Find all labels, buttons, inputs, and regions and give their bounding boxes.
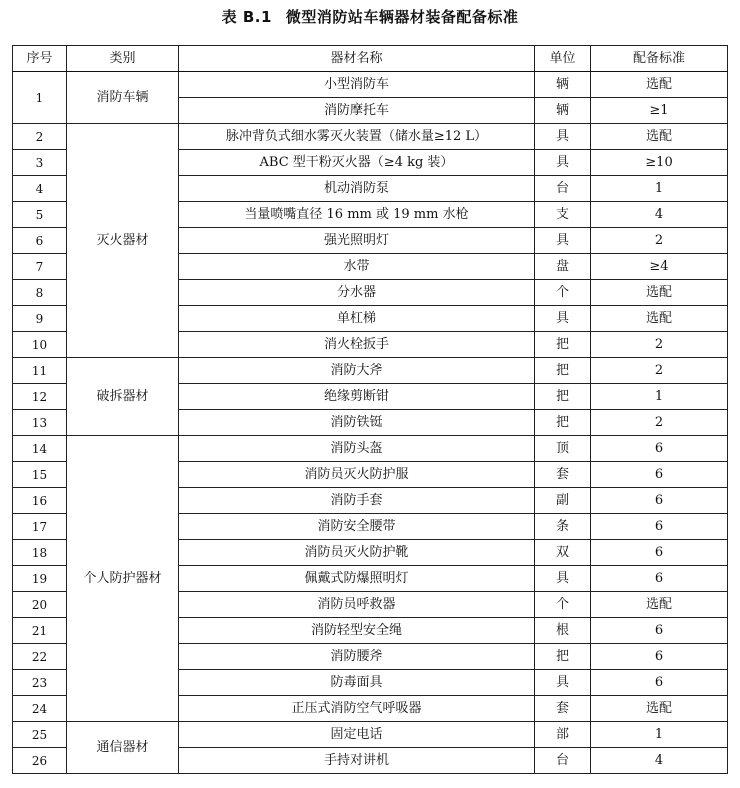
cell-standard: 4: [591, 202, 728, 228]
cell-no: 22: [13, 644, 67, 670]
cell-standard: 6: [591, 566, 728, 592]
cell-name: 机动消防泵: [179, 176, 535, 202]
cell-no: 16: [13, 488, 67, 514]
cell-category: 灭火器材: [67, 124, 179, 358]
cell-standard: 6: [591, 540, 728, 566]
cell-unit: 套: [535, 696, 591, 722]
equipment-standard-table: [12, 45, 728, 774]
cell-unit: 辆: [535, 98, 591, 124]
cell-unit: 支: [535, 202, 591, 228]
cell-no: 3: [13, 150, 67, 176]
cell-name: 消防手套: [179, 488, 535, 514]
cell-no: 1: [13, 72, 67, 124]
cell-standard: ≥10: [591, 150, 728, 176]
table-title: 微型消防站车辆器材装备配备标准: [285, 8, 519, 26]
cell-no: 13: [13, 410, 67, 436]
cell-no: 9: [13, 306, 67, 332]
cell-standard: 6: [591, 644, 728, 670]
cell-unit: 具: [535, 306, 591, 332]
cell-name: 水带: [179, 254, 535, 280]
table-caption: [0, 6, 740, 28]
cell-no: 15: [13, 462, 67, 488]
cell-no: 24: [13, 696, 67, 722]
cell-no: 20: [13, 592, 67, 618]
cell-no: 17: [13, 514, 67, 540]
header-row: [13, 46, 728, 72]
header-category: 类别: [67, 46, 179, 72]
cell-unit: 个: [535, 592, 591, 618]
cell-standard: 选配: [591, 280, 728, 306]
cell-unit: 套: [535, 462, 591, 488]
cell-unit: 把: [535, 410, 591, 436]
cell-unit: 顶: [535, 436, 591, 462]
cell-name: 消防员灭火防护靴: [179, 540, 535, 566]
cell-standard: 选配: [591, 696, 728, 722]
cell-name: 当量喷嘴直径 16 mm 或 19 mm 水枪: [179, 202, 535, 228]
cell-no: 14: [13, 436, 67, 462]
cell-name: 强光照明灯: [179, 228, 535, 254]
cell-name: 消火栓扳手: [179, 332, 535, 358]
cell-no: 21: [13, 618, 67, 644]
cell-standard: 2: [591, 358, 728, 384]
cell-standard: 1: [591, 722, 728, 748]
header-unit: 单位: [535, 46, 591, 72]
cell-standard: ≥1: [591, 98, 728, 124]
cell-name: 消防轻型安全绳: [179, 618, 535, 644]
cell-name: 消防安全腰带: [179, 514, 535, 540]
cell-unit: 辆: [535, 72, 591, 98]
cell-name: 固定电话: [179, 722, 535, 748]
cell-unit: 具: [535, 124, 591, 150]
cell-name: 消防员呼救器: [179, 592, 535, 618]
cell-no: 19: [13, 566, 67, 592]
cell-standard: 选配: [591, 592, 728, 618]
cell-standard: 2: [591, 228, 728, 254]
cell-standard: 6: [591, 436, 728, 462]
cell-no: 8: [13, 280, 67, 306]
cell-no: 23: [13, 670, 67, 696]
header-standard: 配备标准: [591, 46, 728, 72]
cell-name: 小型消防车: [179, 72, 535, 98]
table-label: 表 B.1: [221, 8, 272, 26]
cell-no: 25: [13, 722, 67, 748]
cell-unit: 具: [535, 670, 591, 696]
cell-no: 2: [13, 124, 67, 150]
cell-standard: 6: [591, 514, 728, 540]
cell-standard: 2: [591, 332, 728, 358]
cell-standard: 2: [591, 410, 728, 436]
cell-unit: 具: [535, 566, 591, 592]
cell-standard: 1: [591, 176, 728, 202]
table-row: [13, 436, 728, 462]
cell-name: 脉冲背负式细水雾灭火装置（储水量≥12 L）: [179, 124, 535, 150]
cell-unit: 台: [535, 748, 591, 774]
cell-no: 11: [13, 358, 67, 384]
cell-name: 绝缘剪断钳: [179, 384, 535, 410]
cell-unit: 把: [535, 332, 591, 358]
cell-name: 消防铁铤: [179, 410, 535, 436]
cell-name: 佩戴式防爆照明灯: [179, 566, 535, 592]
cell-standard: 6: [591, 618, 728, 644]
cell-no: 5: [13, 202, 67, 228]
cell-name: 消防头盔: [179, 436, 535, 462]
cell-unit: 把: [535, 358, 591, 384]
cell-category: 破拆器材: [67, 358, 179, 436]
cell-name: 防毒面具: [179, 670, 535, 696]
cell-unit: 根: [535, 618, 591, 644]
cell-no: 7: [13, 254, 67, 280]
cell-name: 消防摩托车: [179, 98, 535, 124]
cell-standard: 6: [591, 670, 728, 696]
cell-category: 通信器材: [67, 722, 179, 774]
table-row: [13, 722, 728, 748]
table-body: [13, 72, 728, 774]
cell-name: 手持对讲机: [179, 748, 535, 774]
table-row: [13, 124, 728, 150]
cell-unit: 台: [535, 176, 591, 202]
cell-unit: 把: [535, 384, 591, 410]
cell-standard: 6: [591, 488, 728, 514]
table-row: [13, 72, 728, 98]
cell-name: 正压式消防空气呼吸器: [179, 696, 535, 722]
header-name: 器材名称: [179, 46, 535, 72]
cell-unit: 把: [535, 644, 591, 670]
cell-unit: 个: [535, 280, 591, 306]
cell-category: 消防车辆: [67, 72, 179, 124]
cell-unit: 副: [535, 488, 591, 514]
cell-no: 26: [13, 748, 67, 774]
cell-standard: ≥4: [591, 254, 728, 280]
cell-standard: 4: [591, 748, 728, 774]
cell-standard: 选配: [591, 72, 728, 98]
cell-standard: 选配: [591, 306, 728, 332]
table-row: [13, 358, 728, 384]
cell-unit: 盘: [535, 254, 591, 280]
cell-no: 18: [13, 540, 67, 566]
cell-unit: 具: [535, 150, 591, 176]
cell-no: 12: [13, 384, 67, 410]
cell-unit: 条: [535, 514, 591, 540]
cell-unit: 部: [535, 722, 591, 748]
cell-name: 消防大斧: [179, 358, 535, 384]
cell-no: 6: [13, 228, 67, 254]
cell-name: 消防腰斧: [179, 644, 535, 670]
cell-no: 4: [13, 176, 67, 202]
cell-no: 10: [13, 332, 67, 358]
cell-unit: 具: [535, 228, 591, 254]
cell-standard: 1: [591, 384, 728, 410]
cell-unit: 双: [535, 540, 591, 566]
cell-category: 个人防护器材: [67, 436, 179, 722]
cell-name: ABC 型干粉灭火器（≥4 kg 装）: [179, 150, 535, 176]
cell-standard: 6: [591, 462, 728, 488]
cell-name: 分水器: [179, 280, 535, 306]
header-no: 序号: [13, 46, 67, 72]
cell-name: 单杠梯: [179, 306, 535, 332]
cell-standard: 选配: [591, 124, 728, 150]
cell-name: 消防员灭火防护服: [179, 462, 535, 488]
